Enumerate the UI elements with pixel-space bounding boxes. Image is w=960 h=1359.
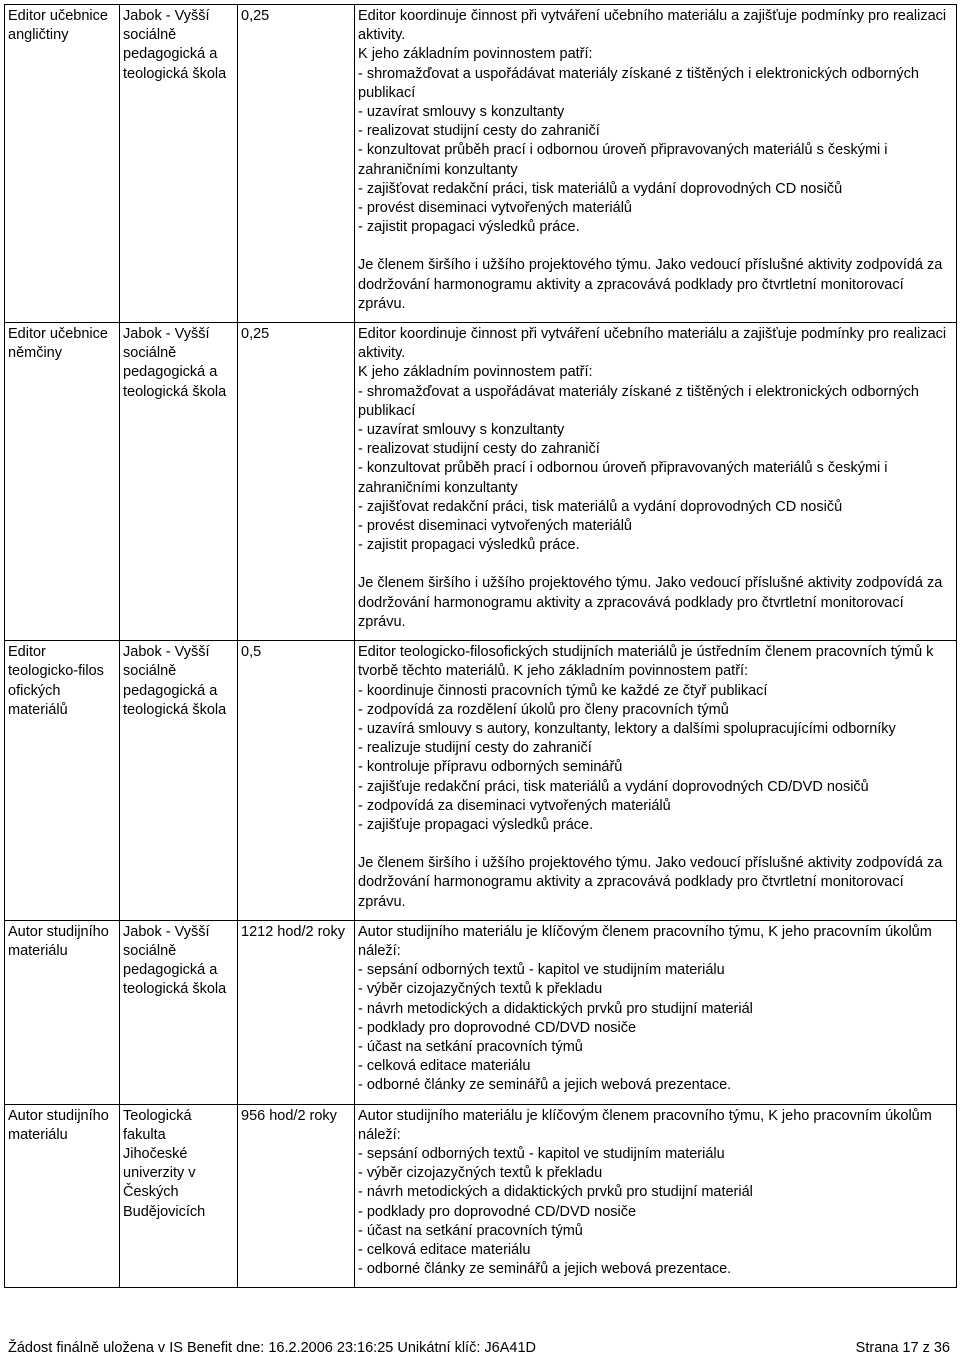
organization-text: Teologická fakulta Jihočeské univerzity v Českých Budějovicích (123, 1107, 206, 1220)
duty-item: - shromažďovat a uspořádávat materiály získané z tištěných i elektronických odborných publikací (358, 383, 919, 419)
description-intro: Autor studijního materiálu je klíčovým členem pracovního týmu, K jeho pracovním úkolům náleží: (358, 923, 932, 959)
member-note-wrap (358, 555, 953, 632)
duty-item: - celková editace materiálu (358, 1241, 531, 1258)
duty-item: - zodpovídá za rozdělení úkolů pro členy pracovních týmů (358, 701, 729, 718)
role-text: Autor studijního materiálu (8, 923, 109, 959)
member-note: Je členem širšího i užšího projektového týmu. Jako vedoucí příslušné aktivity zodpovídá za dodržování harmonogramu aktivity a zpracovává podklady pro čtvrtletní monitorovací zprávu. (358, 575, 943, 630)
role-cell (5, 323, 120, 641)
organization-text: Jabok - Vyšší sociálně pedagogická a teologická škola (123, 326, 227, 400)
duties-list (358, 682, 953, 836)
duty-item: - celková editace materiálu (358, 1058, 531, 1075)
workload-text: 0,25 (241, 326, 270, 343)
table-body (5, 5, 957, 1288)
duty-item: - návrh metodických a didaktických prvků pro studijní materiál (358, 1000, 753, 1017)
table-row (5, 323, 957, 641)
duty-item: - zajistit propagaci výsledků práce. (358, 219, 580, 236)
duty-item: - kontroluje přípravu odborných seminářů (358, 759, 623, 776)
footer-page-number: Strana 17 z 36 (855, 1340, 950, 1356)
description-intro: Editor teologicko-filosofických studijních materiálů je ústředním členem pracovních týmů k tvorbě těchto materiálů. K jeho základním povinnostem patří: (358, 644, 934, 680)
duty-item: - shromažďovat a uspořádávat materiály získané z tištěných i elektronických odborných publikací (358, 65, 919, 101)
duty-item: - konzultovat průběh prací i odbornou úroveň připravovaných materiálů s českými i zahraničními konzultanty (358, 142, 888, 178)
duty-item: - výběr cizojazyčných textů k překladu (358, 1165, 603, 1182)
role-text: Autor studijního materiálu (8, 1107, 109, 1143)
duty-item: - sepsání odborných textů - kapitol ve studijním materiálu (358, 1145, 725, 1162)
workload-text: 956 hod/2 roky (241, 1107, 337, 1124)
duty-item: - konzultovat průběh prací i odbornou úroveň připravovaných materiálů s českými i zahraničními konzultanty (358, 460, 888, 496)
page-footer (8, 1339, 950, 1357)
organization-cell (120, 641, 238, 921)
duty-item: - zajišťuje redakční práci, tisk materiálů a vydání doprovodných CD/DVD nosičů (358, 778, 869, 795)
description-intro: Editor koordinuje činnost při vytváření učebního materiálu a zajišťuje podmínky pro realizaci aktivity. (358, 8, 947, 44)
description-cell (355, 920, 957, 1104)
member-note-wrap (358, 835, 953, 912)
role-text: Editor učebnice angličtiny (8, 8, 108, 44)
role-cell (5, 920, 120, 1104)
role-cell (5, 641, 120, 921)
duty-item: - realizovat studijní cesty do zahraničí (358, 441, 600, 458)
workload-cell (238, 1104, 355, 1288)
duty-item: - zajistit propagaci výsledků práce. (358, 537, 580, 554)
workload-text: 1212 hod/2 roky (241, 923, 345, 940)
duties-list (358, 383, 953, 556)
organization-cell (120, 323, 238, 641)
duty-item: - realizuje studijní cesty do zahraničí (358, 740, 592, 757)
workload-cell (238, 5, 355, 323)
workload-cell (238, 920, 355, 1104)
duty-item: - odborné články ze seminářů a jejich webová prezentace. (358, 1261, 732, 1278)
description-cell (355, 641, 957, 921)
table-row (5, 641, 957, 921)
organization-text: Jabok - Vyšší sociálně pedagogická a teologická škola (123, 923, 227, 998)
workload-cell (238, 641, 355, 921)
description-cell (355, 5, 957, 323)
duty-item: - sepsání odborných textů - kapitol ve studijním materiálu (358, 962, 725, 979)
member-note-wrap (358, 237, 953, 314)
description-intro: Autor studijního materiálu je klíčovým členem pracovního týmu, K jeho pracovním úkolům náleží: (358, 1107, 932, 1143)
duties-heading: K jeho základním povinnostem patří: (358, 46, 593, 63)
duty-item: - zodpovídá za diseminaci vytvořených materiálů (358, 797, 671, 814)
footer-submission-info: Žádost finálně uložena v IS Benefit dne: 16.2.2006 23:16:25 Unikátní klíč: J6A41D (8, 1340, 536, 1356)
duty-item: - zajišťovat redakční práci, tisk materiálů a vydání doprovodných CD nosičů (358, 498, 843, 515)
role-text: Editor učebnice němčiny (8, 326, 108, 362)
duty-item: - zajišťuje propagaci výsledků práce. (358, 816, 594, 833)
member-note: Je členem širšího i užšího projektového týmu. Jako vedoucí příslušné aktivity zodpovídá za dodržování harmonogramu aktivity a zpracovává podklady pro čtvrtletní monitorovací zprávu. (358, 855, 943, 910)
workload-text: 0,25 (241, 8, 270, 24)
organization-text: Jabok - Vyšší sociálně pedagogická a teologická škola (123, 8, 227, 82)
duty-item: - uzavírat smlouvy s konzultanty (358, 104, 565, 121)
duty-item: - uzavírat smlouvy s konzultanty (358, 422, 565, 439)
member-note: Je členem širšího i užšího projektového týmu. Jako vedoucí příslušné aktivity zodpovídá za dodržování harmonogramu aktivity a zpracovává podklady pro čtvrtletní monitorovací zprávu. (358, 257, 943, 312)
duty-item: - podklady pro doprovodné CD/DVD nosiče (358, 1203, 637, 1220)
duty-item: - podklady pro doprovodné CD/DVD nosiče (358, 1019, 637, 1036)
table-row (5, 920, 957, 1104)
duty-item: - návrh metodických a didaktických prvků pro studijní materiál (358, 1184, 753, 1201)
duty-item: - zajišťovat redakční práci, tisk materiálů a vydání doprovodných CD nosičů (358, 180, 843, 197)
workload-cell (238, 323, 355, 641)
duty-item: - realizovat studijní cesty do zahraničí (358, 123, 600, 140)
duties-list (358, 961, 953, 1095)
organization-cell (120, 5, 238, 323)
table-row (5, 5, 957, 323)
duties-list (358, 1145, 953, 1279)
duty-item: - provést diseminaci vytvořených materiálů (358, 518, 632, 535)
description-cell (355, 323, 957, 641)
staff-roles-table (4, 4, 957, 1288)
workload-text: 0,5 (241, 644, 262, 661)
duties-list (358, 65, 953, 238)
duty-item: - odborné články ze seminářů a jejich webová prezentace. (358, 1077, 732, 1094)
description-cell (355, 1104, 957, 1288)
duty-item: - uzavírá smlouvy s autory, konzultanty, lektory a dalšími spolupracujícími odborníky (358, 720, 896, 737)
duty-item: - provést diseminaci vytvořených materiálů (358, 200, 632, 217)
role-cell (5, 1104, 120, 1288)
organization-text: Jabok - Vyšší sociálně pedagogická a teologická škola (123, 644, 227, 718)
organization-cell (120, 920, 238, 1104)
duty-item: - výběr cizojazyčných textů k překladu (358, 981, 603, 998)
organization-cell (120, 1104, 238, 1288)
duty-item: - účast na setkání pracovních týmů (358, 1038, 583, 1055)
role-cell (5, 5, 120, 323)
role-text: Editor teologicko-filos ofických materiálů (8, 644, 104, 718)
duties-heading: K jeho základním povinnostem patří: (358, 364, 593, 381)
table-row (5, 1104, 957, 1288)
description-intro: Editor koordinuje činnost při vytváření učebního materiálu a zajišťuje podmínky pro realizaci aktivity. (358, 326, 947, 362)
duty-item: - účast na setkání pracovních týmů (358, 1222, 583, 1239)
duty-item: - koordinuje činnosti pracovních týmů ke každé ze čtyř publikací (358, 682, 768, 699)
